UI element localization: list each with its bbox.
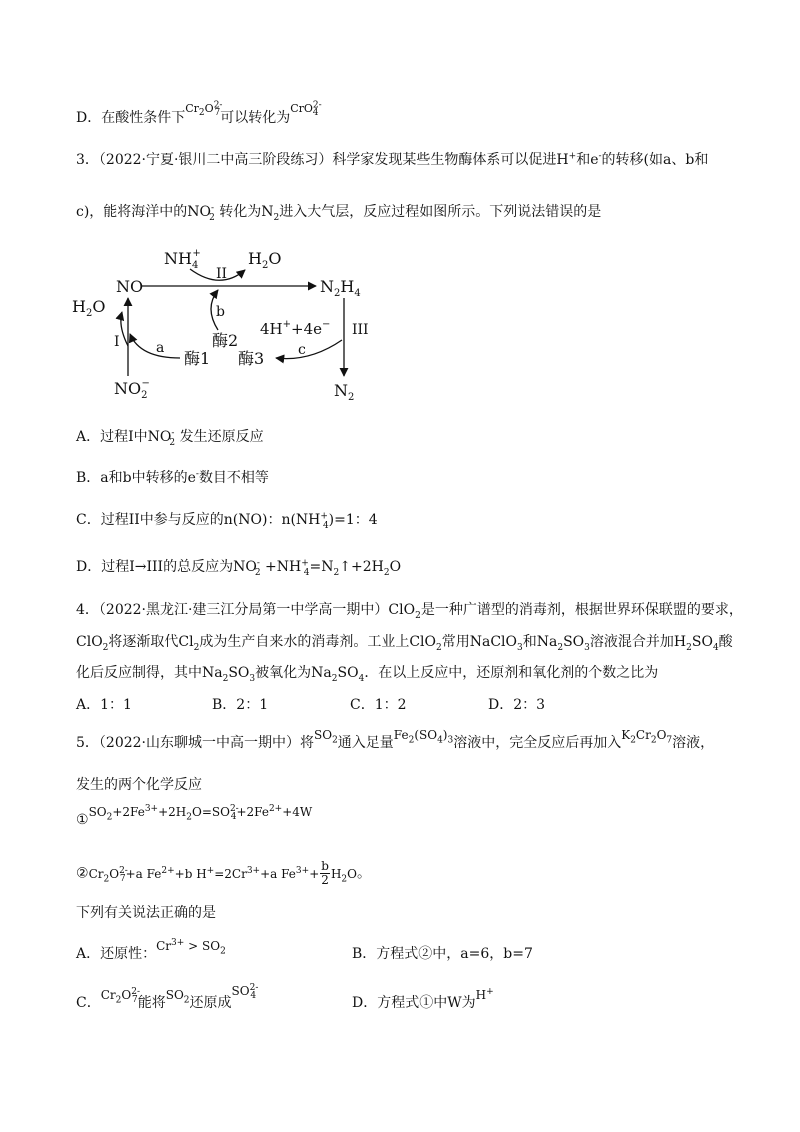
n2h4-label: $N_2H_4$ [320, 277, 361, 299]
enzyme1-label: 酶1 [184, 349, 211, 368]
h2o-left-label: $H_2O$ [72, 297, 106, 319]
c-label: c [298, 342, 306, 358]
reaction-diagram [70, 236, 390, 406]
q4-option-c: C．1：2 [350, 697, 407, 713]
q5-option-a: A．还原性：$Cr^{3+} > SO_2$ [76, 938, 226, 962]
a-label: a [156, 340, 165, 356]
q3-option-d: D．过程I→III的总反应为$NO^-_2$ $+NH^+_4=N_2↑+2H_2O$ [76, 558, 402, 578]
q5-stem-line3: 下列有关说法正确的是 [76, 905, 216, 921]
n2-label: $N_2$ [334, 381, 355, 403]
process-iii-label: III [352, 322, 369, 338]
q4-option-b: B．2：1 [212, 697, 269, 713]
h2o-top-label: $H_2O$ [248, 249, 282, 271]
process-i-label: I [114, 334, 120, 350]
q5-option-c: C．$Cr_2O^{2-}_7$能将$SO_2$还原成$SO^{2-}_4$ [76, 983, 259, 1011]
enzyme2-label: 酶2 [212, 331, 239, 350]
q3-option-b: B．a和b中转移的e-数目不相等 [76, 469, 269, 486]
q4-stem-line3: 化后反应制得，其中$Na_2SO_3$被氧化为$Na_2SO_4$．在以上反应中，还原剂和氧化剂的个数之比为 [76, 665, 659, 684]
q2-option-d: D．在酸性条件下$^{Cr_2O^{2-}_7}$可以转化为$^{CrO^{2-}_4}$ [76, 100, 322, 126]
q5-stem-line1: 5．（2022·山东聊城一中高一期中）将$SO_2$通入足量$Fe_2(SO_4)_3$溶液中，完全反应后再加入$K_2Cr_2O_7$溶液， [76, 728, 715, 751]
q5-stem-line2: 发生的两个化学反应 [76, 777, 202, 793]
q3-stem-line2: c)，能将海洋中的$NO^-_2$ 转化为$N_2$进入大气层，反应过程如图所示。下列说法错误的是 [76, 203, 602, 223]
q4-option-a: A．1：1 [76, 697, 132, 713]
q5-option-d: D．方程式①中W为H+ [352, 987, 494, 1011]
process-ii-label: II [216, 266, 228, 282]
q4-stem-line1: 4．（2022·黑龙江·建三江分局第一中学高一期中）ClO$_2$是一种广谱型的消毒剂，根据世界环保联盟的要求， [76, 602, 743, 621]
q5-equation-1: $①SO_2+2Fe^{3+}+2H_2O=SO^{2-}_4+2Fe^{2+}+4W$ [76, 804, 313, 828]
h2o-left-arrow [121, 312, 128, 346]
q5-equation-2: $②Cr_2O^{2-}_7+a$ $Fe^{2+}+b$ $H^+=2Cr^{3+}+a$ $Fe^{3+}+$ $\frac{b}{2}$ $H_2O$。 [76, 859, 371, 887]
q4-stem-line2: ClO$_2$将逐渐取代$Cl_2$成为生产自来水的消毒剂。工业上ClO$_2$常用NaClO$_3$和$Na_2SO_3$溶液混合并加$H_2SO_4$酸 [76, 634, 733, 653]
a-arrow [130, 334, 180, 358]
fraction-b-over-2: $\frac{b}{2}$ [321, 859, 329, 887]
no2-label: $NO_2-$ [114, 378, 150, 401]
q5-option-b: B．方程式②中，a=6，b=7 [352, 946, 533, 962]
b-label: b [216, 304, 225, 320]
enzyme3-label: 酶3 [238, 349, 265, 368]
c-arrow [276, 340, 342, 359]
no-label: NO [116, 277, 144, 296]
q3-option-c: C．过程II中参与反应的n(NO)：$n(NH^+_4)=1$：4 [76, 511, 378, 531]
q3-stem-line1: 3．（2022·宁夏·银川二中高三阶段练习）科学家发现某些生物酶体系可以促进H+和e-的转移(如a、b和 [76, 151, 709, 168]
nh4-label: $NH_4+$ [164, 248, 201, 271]
reagent-label: 4H++4e− [260, 319, 331, 338]
q3-option-a: A．过程I中$NO^-_2$ 发生还原反应 [76, 428, 264, 448]
q4-option-d: D．2：3 [488, 697, 546, 713]
